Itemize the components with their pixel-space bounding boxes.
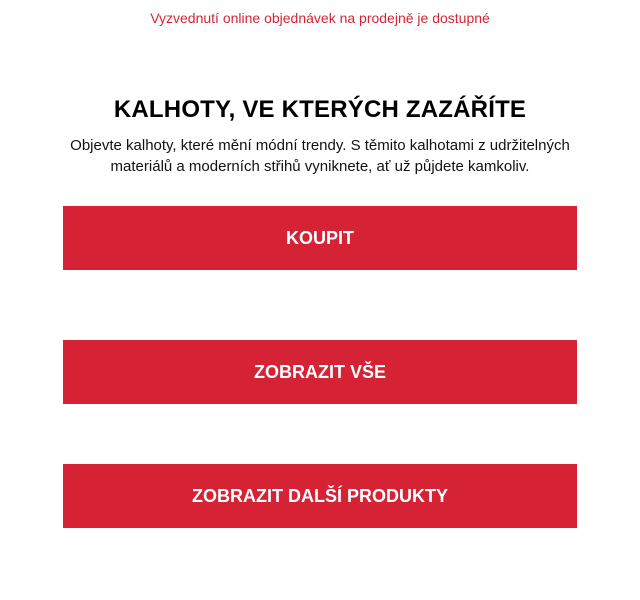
page-description: Objevte kalhoty, které mění módní trendy. S těmito kalhotami z udržitelných materiálů a moderních střihů vyniknete, ať už půjdete kamkoliv. <box>70 137 570 175</box>
view-more-products-button[interactable]: ZOBRAZIT DALŠÍ PRODUKTY <box>63 464 577 528</box>
store-pickup-notice: Vyzvednutí online objednávek na prodejně je dostupné <box>150 10 490 26</box>
page-title: KALHOTY, VE KTERÝCH ZAZÁŘÍTE <box>113 96 527 123</box>
view-all-button[interactable]: ZOBRAZIT VŠE <box>63 340 577 404</box>
buy-button[interactable]: KOUPIT <box>63 206 577 270</box>
